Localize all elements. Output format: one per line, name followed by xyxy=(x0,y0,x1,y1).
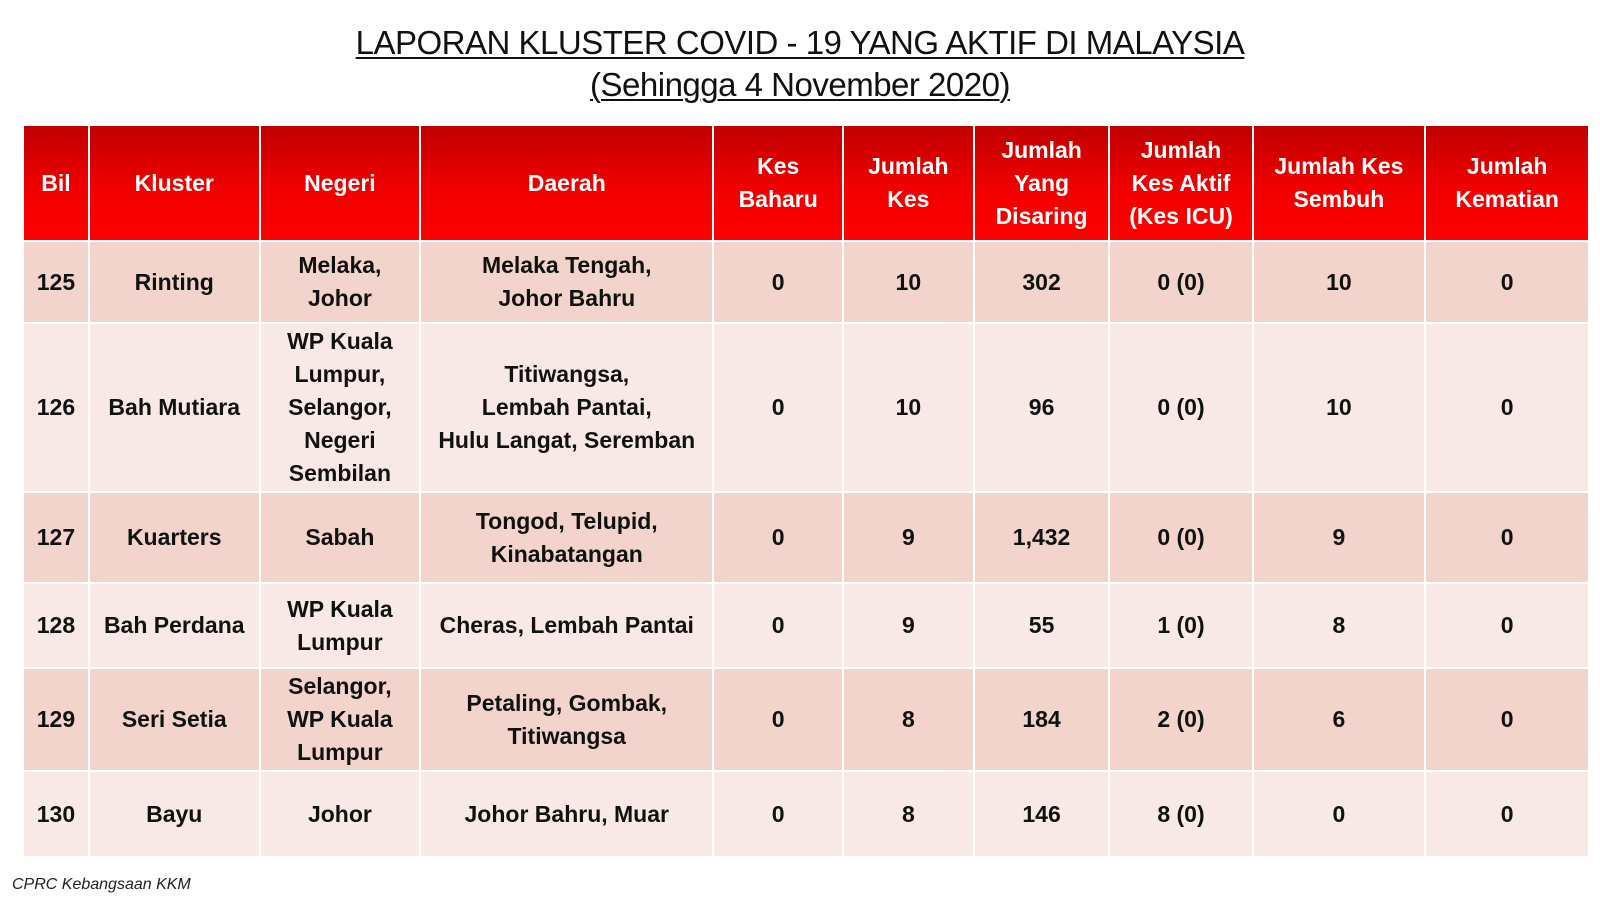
cell-jumlah-kes-sembuh xyxy=(1253,771,1426,857)
cell-text-line: 0 xyxy=(771,800,785,827)
cell-kes-baharu xyxy=(713,323,843,492)
cell-text-line: WP Kuala xyxy=(287,328,393,354)
header-jumlah-kes-sembuh xyxy=(1253,125,1426,241)
cell-text-line: 302 xyxy=(1022,268,1061,295)
cell-text-line: WP Kuala xyxy=(287,706,393,732)
cell-text-line: Titiwangsa, xyxy=(504,361,630,387)
cell-text-line: 6 xyxy=(1332,706,1346,732)
cell-text-line: 0 xyxy=(1500,524,1514,550)
cell-text-line: 9 xyxy=(901,524,915,550)
cell-text-line: Lembah Pantai, xyxy=(481,394,652,420)
cell-jumlah-disaring xyxy=(974,492,1110,583)
cell-jumlah-kes-sembuh xyxy=(1253,323,1426,492)
cell-jumlah-kes-aktif xyxy=(1109,241,1252,323)
header-jumlah-kes xyxy=(843,125,974,241)
cell-text-line: WP Kuala xyxy=(287,595,393,622)
cell-text-line: 0 xyxy=(771,268,785,295)
cell-bil xyxy=(23,241,89,323)
cell-text-line: 0 xyxy=(771,524,785,550)
cell-text-line: Seri Setia xyxy=(121,706,227,732)
cell-text-line: Kes xyxy=(757,153,800,179)
cell-text-line: Sembuh xyxy=(1293,186,1385,212)
cell-text-line: Bah Perdana xyxy=(103,612,245,638)
cell-text-line: Selangor, xyxy=(288,673,392,699)
report-title: LAPORAN KLUSTER COVID - 19 YANG AKTIF DI MALAYSIA xyxy=(355,24,1245,61)
cell-jumlah-kematian xyxy=(1425,668,1589,771)
cell-text-line: 0 xyxy=(771,394,785,420)
cell-text-line: Rinting xyxy=(134,268,214,295)
cell-jumlah-kes-sembuh xyxy=(1253,241,1426,323)
cell-jumlah-kes-aktif xyxy=(1109,668,1252,771)
cluster-table xyxy=(22,124,1590,858)
cell-text-line: 0 xyxy=(1500,800,1514,827)
header-kluster xyxy=(89,125,260,241)
cell-bil xyxy=(23,323,89,492)
cell-text-line: 127 xyxy=(36,524,76,550)
cell-negeri xyxy=(260,583,421,668)
cell-jumlah-kes-aktif xyxy=(1109,323,1252,492)
cell-jumlah-kematian xyxy=(1425,583,1589,668)
cell-text-line: 10 xyxy=(1326,268,1352,295)
header-jumlah-disaring xyxy=(974,125,1110,241)
cell-text-line: Jumlah Kes xyxy=(1274,153,1404,179)
cell-text-line: Kes Aktif xyxy=(1131,169,1231,196)
cell-kluster xyxy=(89,492,260,583)
cell-kes-baharu xyxy=(713,771,843,857)
cell-text-line: Tongod, Telupid, xyxy=(475,507,658,534)
cell-jumlah-kes xyxy=(843,583,974,668)
cell-kluster xyxy=(89,583,260,668)
cell-kluster xyxy=(89,668,260,771)
cell-negeri xyxy=(260,668,421,771)
cell-kes-baharu xyxy=(713,583,843,668)
cell-jumlah-kes-aktif xyxy=(1109,492,1252,583)
cell-text-line: 10 xyxy=(895,394,922,420)
cell-text-line: 146 xyxy=(1022,800,1061,827)
cell-text-line: Kluster xyxy=(134,169,214,196)
cell-text-line: 9 xyxy=(1332,524,1346,550)
cell-text-line: Kinabatangan xyxy=(490,540,643,567)
cell-jumlah-kematian xyxy=(1425,492,1589,583)
cell-kes-baharu xyxy=(713,241,843,323)
cell-text-line: Negeri xyxy=(304,169,376,196)
cell-text-line: 0 xyxy=(1500,706,1514,732)
cell-text-line: 0 xyxy=(771,612,785,638)
cell-text-line: Bil xyxy=(41,169,71,196)
cell-text-line: 55 xyxy=(1028,612,1055,638)
header-jumlah-kematian xyxy=(1425,125,1589,241)
cell-text-line: Titiwangsa xyxy=(507,722,626,749)
cell-text-line: Melaka, xyxy=(298,252,382,278)
cell-text-line: Jumlah xyxy=(868,153,949,179)
cell-text-line: Sabah xyxy=(305,524,375,550)
cell-text-line: 0 (0) xyxy=(1157,394,1205,420)
cell-text-line: 10 xyxy=(895,268,922,295)
cell-daerah xyxy=(420,583,713,668)
cell-text-line: 8 xyxy=(901,800,915,827)
cell-kluster xyxy=(89,323,260,492)
cell-jumlah-disaring xyxy=(974,241,1110,323)
cell-text-line: Selangor, xyxy=(288,394,392,420)
table-row xyxy=(23,583,1589,668)
cell-bil xyxy=(23,771,89,857)
header-bil xyxy=(23,125,89,241)
cell-text-line: Yang xyxy=(1014,169,1070,196)
cell-jumlah-kes-sembuh xyxy=(1253,492,1426,583)
cell-text-line: 0 xyxy=(1500,268,1514,295)
cell-text-line: 0 xyxy=(1500,394,1514,420)
cell-text-line: 2 (0) xyxy=(1157,706,1205,732)
cell-daerah xyxy=(420,241,713,323)
cell-bil xyxy=(23,492,89,583)
cell-text-line: Lumpur xyxy=(297,739,383,765)
cell-jumlah-kes xyxy=(843,668,974,771)
cell-text-line: Negeri xyxy=(304,427,376,453)
cell-text-line: 125 xyxy=(36,268,76,295)
cell-text-line: Lumpur xyxy=(297,628,383,655)
cell-jumlah-kematian xyxy=(1425,241,1589,323)
cell-negeri xyxy=(260,323,421,492)
cell-text-line: Johor Bahru, Muar xyxy=(464,800,669,827)
cell-text-line: Johor xyxy=(307,800,372,827)
cell-text-line: Kematian xyxy=(1455,186,1559,212)
header-negeri xyxy=(260,125,421,241)
cell-negeri xyxy=(260,771,421,857)
cell-text-line: Bayu xyxy=(146,800,203,827)
cell-text-line: Jumlah xyxy=(1466,153,1548,179)
cell-negeri xyxy=(260,492,421,583)
cell-jumlah-kes-sembuh xyxy=(1253,583,1426,668)
cell-text-line: 184 xyxy=(1022,706,1061,732)
cell-text-line: 10 xyxy=(1326,394,1352,420)
source-credit: CPRC Kebangsaan KKM xyxy=(12,876,191,893)
cell-jumlah-kematian xyxy=(1425,323,1589,492)
cell-negeri xyxy=(260,241,421,323)
cell-text-line: Sembilan xyxy=(288,460,392,486)
cell-text-line: 0 (0) xyxy=(1157,268,1205,295)
cell-text-line: 130 xyxy=(36,800,76,827)
cell-text-line: 0 xyxy=(1332,800,1346,827)
cell-text-line: 0 xyxy=(771,706,785,732)
report-date-subtitle: (Sehingga 4 November 2020) xyxy=(590,66,1010,103)
cell-text-line: 8 xyxy=(1332,612,1346,638)
cell-text-line: 126 xyxy=(36,394,76,420)
table-row xyxy=(23,323,1589,492)
cell-kes-baharu xyxy=(713,492,843,583)
header-jumlah-kes-aktif xyxy=(1109,125,1252,241)
cell-text-line: 1 (0) xyxy=(1157,612,1205,638)
table-row xyxy=(23,492,1589,583)
cell-jumlah-kes xyxy=(843,323,974,492)
cell-kluster xyxy=(89,771,260,857)
cell-jumlah-disaring xyxy=(974,583,1110,668)
cell-bil xyxy=(23,668,89,771)
cell-text-line: Johor xyxy=(307,285,372,311)
cell-daerah xyxy=(420,492,713,583)
cell-text-line: Johor Bahru xyxy=(498,285,636,311)
cell-text-line: 1,432 xyxy=(1012,524,1071,550)
cell-bil xyxy=(23,583,89,668)
cell-jumlah-disaring xyxy=(974,323,1110,492)
cell-jumlah-kematian xyxy=(1425,771,1589,857)
cell-daerah xyxy=(420,668,713,771)
cell-jumlah-disaring xyxy=(974,668,1110,771)
header-daerah xyxy=(420,125,713,241)
cell-jumlah-kes-aktif xyxy=(1109,771,1252,857)
cell-jumlah-kes xyxy=(843,771,974,857)
cell-jumlah-kes xyxy=(843,492,974,583)
cell-daerah xyxy=(420,771,713,857)
cell-kluster xyxy=(89,241,260,323)
cell-text-line: Petaling, Gombak, xyxy=(466,689,668,716)
cell-text-line: Baharu xyxy=(738,186,818,212)
cell-text-line: Jumlah xyxy=(1001,136,1082,163)
cell-jumlah-kes-aktif xyxy=(1109,583,1252,668)
cell-text-line: Hulu Langat, Seremban xyxy=(438,427,696,453)
cell-text-line: 9 xyxy=(901,612,915,638)
cell-text-line: Lumpur, xyxy=(294,361,386,387)
cell-text-line: Jumlah xyxy=(1140,136,1222,163)
cell-jumlah-disaring xyxy=(974,771,1110,857)
table-row xyxy=(23,668,1589,771)
cell-text-line: 8 xyxy=(901,706,915,732)
table-header-row xyxy=(23,125,1589,241)
cell-text-line: 96 xyxy=(1028,394,1055,420)
cell-text-line: (Kes ICU) xyxy=(1129,202,1233,229)
cell-text-line: 0 (0) xyxy=(1157,524,1205,550)
cell-text-line: Cheras, Lembah Pantai xyxy=(439,612,694,638)
cell-jumlah-kes xyxy=(843,241,974,323)
cell-daerah xyxy=(420,323,713,492)
cell-text-line: Daerah xyxy=(527,169,606,196)
header-kes-baharu xyxy=(713,125,843,241)
cell-text-line: 0 xyxy=(1500,612,1514,638)
cell-text-line: Bah Mutiara xyxy=(108,394,241,420)
cell-text-line: 129 xyxy=(36,706,76,732)
cell-text-line: Kuarters xyxy=(126,524,222,550)
cell-text-line: Disaring xyxy=(995,202,1088,229)
cell-text-line: Melaka Tengah, xyxy=(481,252,652,278)
cell-text-line: Kes xyxy=(887,186,930,212)
cell-kes-baharu xyxy=(713,668,843,771)
table-row xyxy=(23,241,1589,323)
table-row xyxy=(23,771,1589,857)
cell-text-line: 128 xyxy=(36,612,76,638)
cell-jumlah-kes-sembuh xyxy=(1253,668,1426,771)
cell-text-line: 8 (0) xyxy=(1157,800,1205,827)
